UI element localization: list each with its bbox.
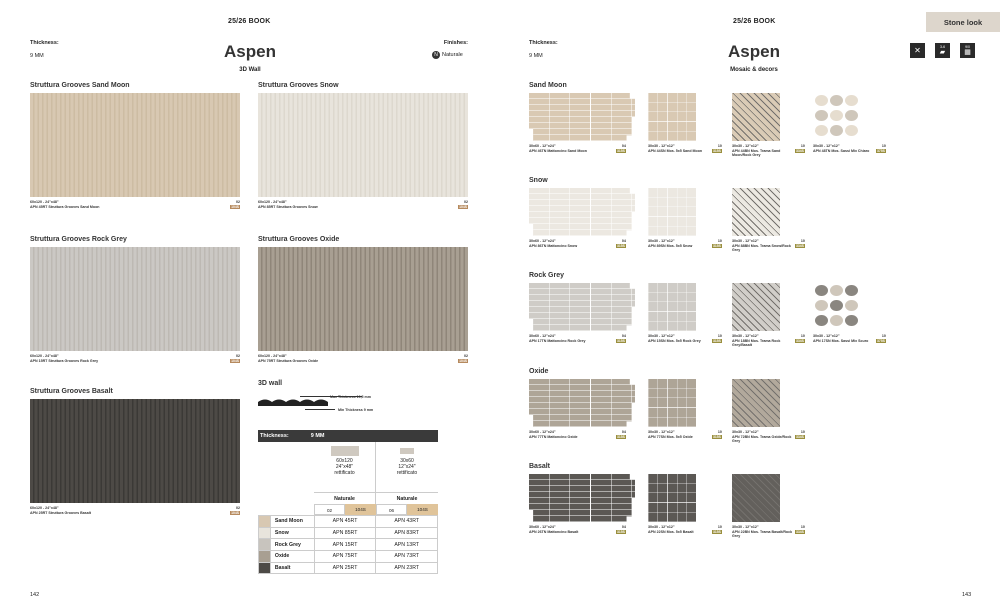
pcs-1: 02 [314,504,345,515]
pebble-stone [845,285,858,296]
pebble-stone [815,300,828,311]
spec-row [259,527,438,539]
mosaic-size: 30x30 - 12"x12" [648,430,675,434]
spec-row [259,551,438,563]
mosaic-caption [813,144,875,153]
tile-size: 60x120 - 24"x48" [30,506,59,510]
pebble-stone [815,285,828,296]
max-thickness-label: Max Thickness 10,5 mm [330,395,371,399]
thickness-label-right: Thickness: [529,40,558,46]
finish-1: Naturale [314,492,376,504]
spec-thickness-value: 9 MM [310,433,325,439]
mosaic-caption [648,525,710,534]
page-subtitle-left: 3D Wall [239,67,261,73]
book-label-left: 25/26 BOOK [228,18,271,25]
tile-caption [258,200,318,209]
tile-price [230,506,240,515]
mosaic-price-pill: 334S [796,435,804,439]
mosaic-price-pill: 315S [617,149,625,153]
page-title-left: Aspen [224,42,276,61]
mosaic-pcs: 04 [621,144,626,148]
mosaic-section-title: Snow [529,177,548,184]
mosaic-price-pill: 334S [796,339,804,343]
mosaic-grid-image [648,474,696,522]
mosaic-price [795,334,805,343]
spec-code-2: APN 73RT [376,551,438,563]
tile-name: Struttura Grooves Rock Grey [30,236,127,243]
spec-code-1: APN 25RT [314,562,376,574]
spec-code-1: APN 85RT [314,527,376,539]
tile-image [30,247,240,351]
mosaic-caption [648,430,710,439]
tile-price [458,200,468,209]
feature-icons [910,43,975,58]
mosaic-grid-image [648,283,696,331]
mosaic-size: 30x30 - 12"x12" [732,525,759,529]
mosaic-brick-image [529,379,635,427]
spec-row-name: Rock Grey [270,539,314,551]
tile-caption [30,200,100,209]
mosaic-size: 30x30 - 12"x12" [813,144,840,148]
mosaic-code: APN 88BN Mos. Trama Snow/Rock Grey [732,243,791,253]
mosaic-size: 30x30 - 12"x12" [732,144,759,148]
mosaic-price-pill: 334S [796,149,804,153]
mosaic-price-pill: 334S [796,530,804,534]
mosaic-size: 30x60 - 12"x24" [529,430,556,434]
mosaic-size: 30x30 - 12"x12" [648,334,675,338]
tile-name: Struttura Grooves Snow [258,82,339,89]
mosaic-section-title: Sand Moon [529,82,567,89]
page-number-left: 142 [30,592,40,598]
tile-name: Struttura Grooves Oxide [258,236,340,243]
pebble-stone [815,95,828,106]
pebble-stone [845,95,858,106]
mosaic-grid-image [648,188,696,236]
thickness-label: Thickness: [30,40,59,46]
mosaic-size: 30x30 - 12"x12" [648,239,675,243]
spec-code-1: APN 15RT [314,539,376,551]
size2-swatch [400,448,414,454]
min-line [305,409,335,410]
color-swatch [259,527,271,539]
spec-finish-row [258,492,438,504]
wall3d-heading: 3D wall [258,380,283,387]
mosaic-pcs: 10 [800,144,805,148]
mosaic-code: APN 15SN Mos. 5x5 Rock Grey [648,338,701,343]
spec-row [259,562,438,574]
mosaic-price-pill: 315S [617,244,625,248]
mosaic-price [795,144,805,153]
mosaic-price [616,525,626,534]
mosaic-size: 30x30 - 12"x12" [732,334,759,338]
mosaic-price-pill: 315S [713,435,721,439]
size1-in: 24"x48" [335,464,354,470]
mosaic-caption [529,430,614,439]
mosaic-price [712,144,722,153]
tile-footer [30,354,240,363]
mosaic-section-title: Oxide [529,368,549,375]
pebble-stone [830,125,843,136]
mosaic-brick-image [529,188,635,236]
price-pill: 104S [231,205,239,209]
mosaic-pcs: 10 [717,144,722,148]
tile-size: 60x120 - 24"x48" [258,200,287,204]
mosaic-caption [732,430,794,444]
tile-card [258,82,468,209]
finish-badge [432,51,463,59]
tile-pcs: 02 [464,354,468,358]
size2-rt: rettificato [396,470,418,476]
size-col-2 [376,442,438,492]
mosaic-code: APN 44SN Mos. 5x5 Sand Moon [648,148,703,153]
mosaic-price-pill: 315S [617,530,625,534]
mosaic-pcs: 10 [800,430,805,434]
tile-image [258,93,468,197]
finish-circle-icon: N [432,51,440,59]
mosaic-pcs: 10 [800,239,805,243]
mosaic-caption [529,334,614,343]
page-subtitle-right: Mosaic & decors [730,67,778,73]
mosaic-price [616,239,626,248]
mosaic-code: APN 72BN Mos. Trama Oxide/Rock Grey [732,434,792,444]
mosaic-price-pill: 315S [713,530,721,534]
tile-price [458,354,468,363]
pebble-stone [815,125,828,136]
spec-code-2: APN 83RT [376,527,438,539]
mosaic-pcs: 10 [717,334,722,338]
price-pill: 104S [459,359,467,363]
spec-code-2: APN 13RT [376,539,438,551]
mosaic-size: 30x30 - 12"x12" [732,430,759,434]
color-swatch [259,562,271,574]
size2-in: 12"x24" [398,464,416,470]
tile-image [30,399,240,503]
mosaic-size: 30x60 - 12"x24" [529,334,556,338]
mosaic-price [795,430,805,439]
mosaic-grid-image [648,379,696,427]
spec-code-2: APN 23RT [376,562,438,574]
spec-code-1: APN 75RT [314,551,376,563]
mosaic-price [795,525,805,534]
tile-price [230,200,240,209]
mosaic-price-pill: 315S [713,339,721,343]
mosaic-price [712,334,722,343]
spec-header [258,430,438,442]
spec-code-1: APN 45RT [314,516,376,528]
min-thickness-label: Min Thickness 9 mm [338,408,374,412]
mosaic-price [712,525,722,534]
tile-pcs: 02 [236,200,240,204]
spec-code-rows [258,515,438,574]
mosaic-caption [529,239,614,248]
mosaic-caption [732,525,794,539]
mosaic-code: APN 86TN Mattoncino Snow [529,243,578,248]
tile-card [258,236,468,363]
mosaic-brick-image [529,474,635,522]
tile-name: Struttura Grooves Basalt [30,388,113,395]
mosaic-caption [732,144,794,158]
mosaic-caption [648,144,710,153]
tile-caption [258,354,318,363]
tile-card [30,388,240,515]
price-pill: 104S [231,359,239,363]
mosaic-code: APN 89SN Mos. 5x5 Snow [648,243,693,248]
mosaic-price [712,430,722,439]
size1-rt: rettificato [334,470,355,476]
mosaic-brick-image [529,93,635,141]
spec-row-name: Basalt [270,562,314,574]
thickness-value: 9 MM [30,53,44,59]
mosaic-pcs: 10 [881,144,886,148]
tile-image [30,93,240,197]
mosaic-size: 30x30 - 12"x12" [648,525,675,529]
pebble-stone [845,300,858,311]
tile-image [258,247,468,351]
mosaic-weave-image [732,474,780,522]
mosaic-code: APN 18BN Mos. Trama Rock Grey/Basalt [732,338,781,348]
tile-caption [30,354,98,363]
mosaic-code: APN 77TN Mattoncino Oxide [529,434,578,439]
mosaic-code: APN 22SN Mos. 5x5 Basalt [648,529,694,534]
mosaic-price-pill: 375S [877,149,885,153]
tile-code: APN 45RT Struttura Grooves Sand Moon [30,204,100,209]
mosaic-section-title: Basalt [529,463,551,470]
mosaic-pcs: 10 [881,334,886,338]
grid-icon: 9/0 ▦ [960,43,975,58]
size1: 60x120 [336,458,353,464]
spec-row-name: Snow [270,527,314,539]
tile-code: APN 15RT Struttura Grooves Rock Grey [30,358,99,363]
mosaic-caption [732,334,794,348]
tile-pcs: 02 [236,506,240,510]
tile-size: 60x120 - 24"x48" [30,200,59,204]
tile-pcs: 02 [464,200,468,204]
mosaic-size: 30x30 - 12"x12" [813,334,840,338]
mosaic-code: APN 22BN Mos. Trama Basalt/Rock Grey [732,529,793,539]
mosaic-size: 30x30 - 12"x12" [732,239,759,243]
mosaic-weave-image [732,283,780,331]
tile-icon: 3-6 ▰ [935,43,950,58]
mosaic-code: APN 17SN Mos. Sassi Mix Scuro [813,338,869,343]
finishes-label: Finishes: [443,40,468,46]
mosaic-code: APN 26TN Mattoncino Basalt [529,529,579,534]
tile-footer [258,200,468,209]
spec-price-row [258,504,438,515]
mosaic-pcs: 10 [717,430,722,434]
mosaic-price [876,144,886,153]
mosaic-price [795,239,805,248]
color-swatch [259,516,271,528]
page-title-right: Aspen [728,42,780,61]
mosaic-pcs: 10 [800,525,805,529]
mosaic-price-pill: 315S [617,339,625,343]
page-number-right: 143 [962,592,972,598]
mosaic-caption [732,239,794,253]
pebble-stone [830,300,843,311]
mosaic-code: APN 77SN Mos. 5x5 Oxide [648,434,693,439]
mosaic-weave-image [732,188,780,236]
size-col-1 [314,442,376,492]
spec-row-name: Sand Moon [270,516,314,528]
tile-code: APN 75RT Struttura Grooves Oxide [258,358,319,363]
spec-sizes-row [258,442,438,492]
tile-size: 60x120 - 24"x48" [258,354,287,358]
mosaic-grid-image [648,93,696,141]
tile-footer [30,506,240,515]
mosaic-price-pill: 315S [713,149,721,153]
pebble-stone [830,285,843,296]
size1-swatch [331,446,359,456]
mosaic-caption [529,525,614,534]
mosaic-size: 30x60 - 12"x24" [529,239,556,243]
finish-2: Naturale [376,492,438,504]
color-swatch [259,539,271,551]
mosaic-pcs: 04 [621,239,626,243]
mosaic-code: APN 44BN Mos. Trama Sand Moon/Rock Grey [732,148,781,158]
mosaic-size: 30x60 - 12"x24" [529,525,556,529]
mosaic-weave-image [732,379,780,427]
tile-card [30,82,240,209]
mosaic-price [616,144,626,153]
pebble-stone [815,315,828,326]
mosaic-code: APN 46TN Mattoncino Sand Moon [529,148,587,153]
pebble-stone [830,95,843,106]
mosaic-pcs: 04 [621,525,626,529]
tile-card [30,236,240,363]
mosaic-price-pill: 315S [713,244,721,248]
mosaic-price-pill: 375S [877,339,885,343]
pebble-stone [815,110,828,121]
tools-icon: ✕ [910,43,925,58]
size2: 30x60 [400,458,414,464]
mosaic-pcs: 04 [621,334,626,338]
pebble-stone [845,315,858,326]
mosaic-code: APN 48TN Mos. Sassi Mix Chiaro [813,148,870,153]
pebble-stone [845,125,858,136]
mosaic-pcs: 04 [621,430,626,434]
color-swatch [259,551,271,563]
tile-code: APN 85RT Struttura Grooves Snow [258,204,318,209]
mosaic-price [876,334,886,343]
thickness-value-right: 9 MM [529,53,543,59]
price-1: 104S [345,504,376,515]
mosaic-size: 30x60 - 12"x24" [529,144,556,148]
mosaic-pebble-image [813,283,861,331]
tile-caption [30,506,91,515]
mosaic-code: APN 17TN Mattoncino Rock Grey [529,338,586,343]
spec-row [259,539,438,551]
mosaic-price [712,239,722,248]
spec-thickness-label: Thickness: [260,433,289,439]
pebble-stone [845,110,858,121]
mosaic-price-pill: 334S [796,244,804,248]
mosaic-pebble-image [813,93,861,141]
mosaic-caption [813,334,875,343]
tile-name: Struttura Grooves Sand Moon [30,82,130,89]
wall-profile-diagram [258,396,328,408]
mosaic-price-pill: 315S [617,435,625,439]
pcs-2: 06 [376,504,407,515]
tile-code: APN 25RT Struttura Grooves Basalt [30,510,91,515]
price-2: 104S [407,504,438,515]
pebble-stone [830,110,843,121]
mosaic-weave-image [732,93,780,141]
book-label-right: 25/26 BOOK [733,18,776,25]
mosaic-price [616,334,626,343]
tile-size: 60x120 - 24"x48" [30,354,59,358]
mosaic-caption [529,144,614,153]
pebble-stone [830,315,843,326]
tile-pcs: 02 [236,354,240,358]
spec-row-name: Oxide [270,551,314,563]
spec-table [258,430,438,574]
mosaic-pcs: 10 [717,525,722,529]
mosaic-size: 30x30 - 12"x12" [648,144,675,148]
tile-price [230,354,240,363]
price-pill: 104S [231,511,239,515]
mosaic-caption [648,239,710,248]
mosaic-pcs: 10 [717,239,722,243]
finish-value: Naturale [442,52,463,58]
spec-code-2: APN 43RT [376,516,438,528]
mosaic-pcs: 10 [800,334,805,338]
mosaic-caption [648,334,710,343]
tile-footer [30,200,240,209]
price-pill: 104S [459,205,467,209]
mosaic-brick-image [529,283,635,331]
section-tab: Stone look [926,12,1000,32]
tile-footer [258,354,468,363]
spec-row [259,516,438,528]
mosaic-price [616,430,626,439]
mosaic-section-title: Rock Grey [529,272,565,279]
